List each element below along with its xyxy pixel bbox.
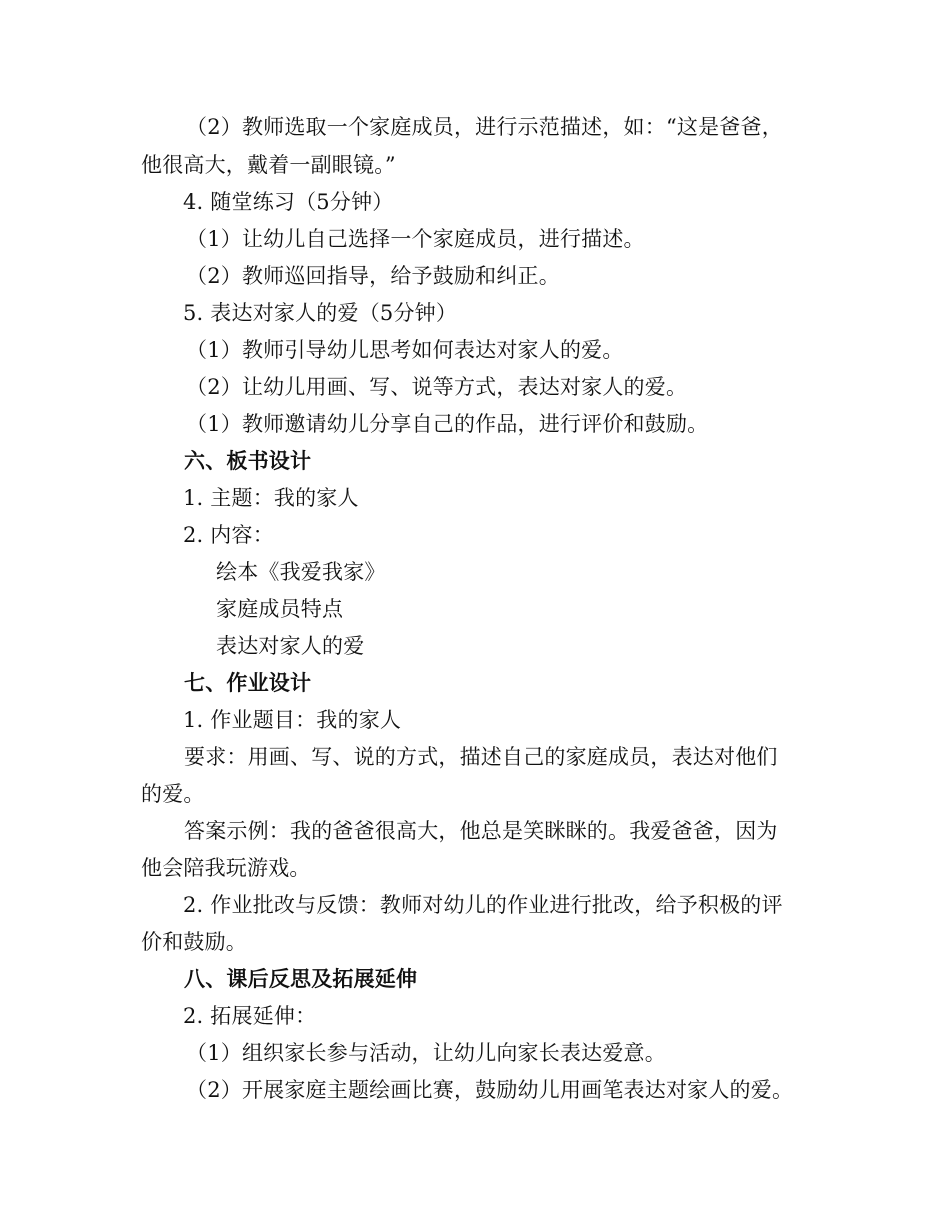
text-line: 他会陪我玩游戏。 xyxy=(141,856,311,880)
text-line: 他很高大，戴着一副眼镜。” xyxy=(141,153,396,177)
text-line: 的爱。 xyxy=(141,782,205,806)
text-line: 价和鼓励。 xyxy=(141,930,247,954)
list-subitem: 绘本《我爱我家》 xyxy=(216,560,386,584)
list-item: 2. 拓展延伸： xyxy=(183,1004,317,1028)
list-item: （2）开展家庭主题绘画比赛，鼓励幼儿用画笔表达对家人的爱。 xyxy=(186,1078,794,1102)
text-line: 答案示例：我的爸爸很高大，他总是笑眯眯的。我爱爸爸，因为 xyxy=(184,819,778,843)
list-item: 2. 内容： xyxy=(183,523,274,547)
section-heading: 六、板书设计 xyxy=(184,449,312,473)
list-item: （1）让幼儿自己选择一个家庭成员，进行描述。 xyxy=(186,227,645,251)
list-item: 4. 随堂练习（5分钟） xyxy=(183,190,394,214)
list-subitem: 表达对家人的爱 xyxy=(216,634,365,658)
list-item: （2）教师巡回指导，给予鼓励和纠正。 xyxy=(186,264,560,288)
section-heading: 八、课后反思及拓展延伸 xyxy=(184,967,418,991)
list-item: 2. 作业批改与反馈：教师对幼儿的作业进行批改，给予积极的评 xyxy=(183,893,783,917)
list-item: （2）让幼儿用画、写、说等方式，表达对家人的爱。 xyxy=(186,375,688,399)
list-item: （1）组织家长参与活动，让幼儿向家长表达爱意。 xyxy=(186,1041,666,1065)
text-line: （2）教师选取一个家庭成员，进行示范描述，如：“这是爸爸， xyxy=(186,115,783,139)
list-item: （1）教师邀请幼儿分享自己的作品，进行评价和鼓励。 xyxy=(186,412,709,436)
section-heading: 七、作业设计 xyxy=(184,671,312,695)
list-subitem: 家庭成员特点 xyxy=(216,597,344,621)
list-item: 1. 主题：我的家人 xyxy=(183,486,359,510)
text-line: 要求：用画、写、说的方式，描述自己的家庭成员，表达对他们 xyxy=(184,745,778,769)
list-item: 5. 表达对家人的爱（5分钟） xyxy=(183,301,458,325)
list-item: （1）教师引导幼儿思考如何表达对家人的爱。 xyxy=(186,338,624,362)
list-item: 1. 作业题目：我的家人 xyxy=(183,708,402,732)
